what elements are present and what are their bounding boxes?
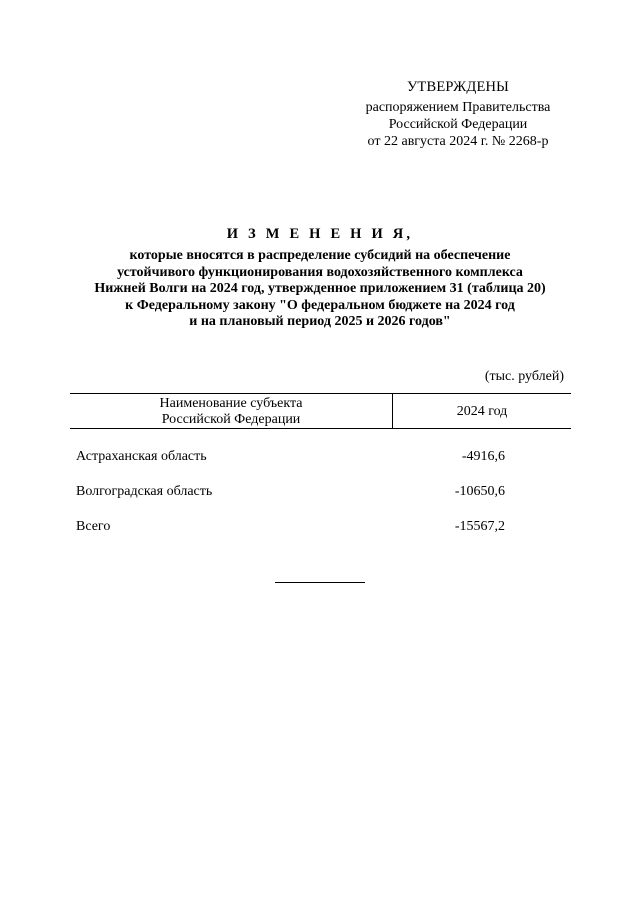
row-value: -10650,6 (454, 483, 505, 499)
approval-line-3: от 22 августа 2024 г. № 2268-р (367, 134, 549, 149)
title-heading: И З М Е Н Е Н И Я, (226, 226, 414, 242)
row-value: -4916,6 (461, 448, 505, 464)
subsidy-table (70, 393, 571, 544)
title-line-5: и на плановый период 2025 и 2026 годов" (189, 314, 451, 329)
table-row (70, 439, 571, 474)
table-row (70, 474, 571, 509)
approval-line-2: Российской Федерации (388, 117, 528, 132)
row-total-value: -15567,2 (454, 518, 505, 534)
header-year: 2024 год (393, 394, 572, 429)
header-subject-name (70, 394, 393, 429)
header-subject-line-2: Российской Федерации (161, 412, 301, 427)
title-line-2: устойчивого функционирования водохозяйственного комплекса (117, 264, 523, 280)
title-line-1: которые вносятся в распределение субсидий на обеспечение (129, 248, 511, 263)
row-subject-name: Волгоградская область (76, 483, 213, 499)
closing-divider (275, 582, 365, 583)
title-line-3: Нижней Волги на 2024 год, утвержденное приложением 31 (таблица 20) (94, 281, 546, 296)
title-line-4: к Федеральному закону "О федеральном бюджете на 2024 год (125, 297, 515, 313)
header-subject-line-1: Наименование субъекта (159, 396, 303, 411)
approval-title: УТВЕРЖДЕНЫ (406, 79, 510, 95)
row-subject-name: Астраханская область (76, 448, 207, 464)
table-row-total (70, 509, 571, 544)
document-title (60, 226, 580, 331)
row-total-label: Всего (76, 518, 111, 534)
units-label: (тыс. рублей) (484, 369, 564, 384)
approval-line-1: распоряжением Правительства (365, 100, 551, 115)
table-header-row (70, 394, 571, 429)
approval-block (330, 79, 586, 150)
table-spacer (70, 429, 571, 440)
